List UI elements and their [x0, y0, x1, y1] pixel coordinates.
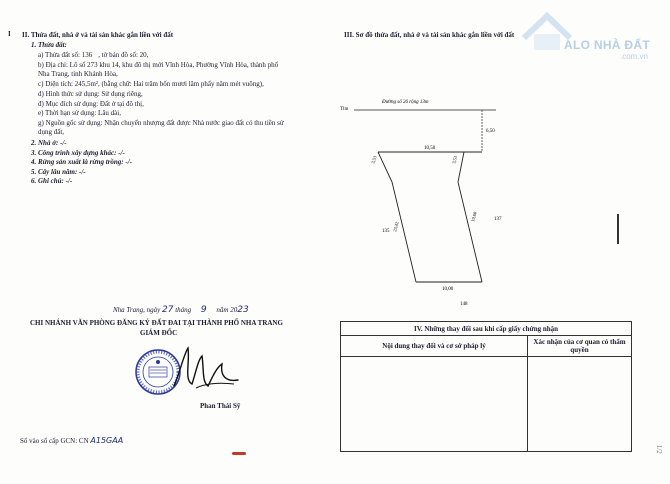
parcel-corner-right: [458, 152, 464, 182]
watermark-text: ALO NHÀ ĐẤT: [564, 38, 650, 52]
certificate-code: A15GAA: [90, 436, 124, 445]
date-prefix: Nha Trang, ngày: [113, 306, 161, 314]
stamp-mark: [232, 452, 246, 455]
column-header-changes: Nội dung thay đổi và cơ sở pháp lý: [341, 336, 528, 357]
dim-top: 10,50: [424, 146, 436, 151]
house-line: 2. Nhà ở: -/-: [31, 139, 67, 147]
area-line: c) Diện tích: 245,5m², (bằng chữ: Hai trăm bốn mươi lăm phẩy năm mét vuông),: [38, 80, 264, 88]
usage-form-line: d) Hình thức sử dụng: Sử dụng riêng,: [38, 90, 143, 98]
signature: [174, 348, 238, 386]
date-year-label: năm 20: [216, 306, 238, 314]
watermark-sub: .com.vn: [620, 52, 649, 61]
road-label: Đường số 26 rộng 13m: [382, 100, 429, 105]
parcel-right-edge: [458, 182, 482, 282]
date-year: 23: [237, 305, 249, 315]
address-line-2: Nha Trang, tỉnh Khánh Hòa,: [38, 70, 118, 78]
date-day: 27: [162, 305, 174, 315]
changes-table: [340, 321, 632, 452]
date-month: 9: [200, 305, 207, 315]
parcel-label: a) Thửa đất số:: [38, 51, 82, 59]
signer-name: Phan Thái Sỹ: [200, 402, 241, 410]
date-month-label: tháng: [175, 306, 192, 314]
neighbor-bottom: 148: [460, 302, 468, 307]
map-sheet-number: 20,: [139, 51, 149, 59]
parcel-line: [38, 51, 148, 60]
section-title-diagram: III. Sơ đồ thửa đất, nhà ở và tài sản khác gắn liền với đất: [344, 31, 515, 39]
address-line-1: b) Địa chỉ: Lô số 273 khu 14, khu đô thị mới Vĩnh Hòa, Phường Vĩnh Hòa, thành phố: [38, 61, 279, 69]
column-header-confirmation: Xác nhận của cơ quan có thẩm quyền: [528, 336, 632, 357]
parcel-corner-left: [378, 152, 392, 182]
changes-title: IV. Những thay đổi sau khi cấp giấy chứng nhận: [341, 322, 632, 336]
parcel-diagram: [336, 92, 528, 310]
page-mark: 1/2: [654, 444, 663, 454]
edge-mark: [617, 214, 619, 244]
corner-mark: I: [8, 30, 11, 38]
origin-line-2: dụng đất,: [38, 128, 65, 136]
parcel-number: 136: [81, 51, 93, 59]
neighbor-left: 135: [382, 229, 390, 234]
map-sheet-label: , tờ bản đồ số:: [98, 51, 140, 59]
changes-cell: [341, 357, 528, 452]
certificate-number: [20, 437, 123, 446]
section-title-land: II. Thửa đất, nhà ở và tài sản khác gắn liền với đất: [22, 31, 174, 39]
director-title: GIÁM ĐỐC: [140, 329, 178, 337]
official-seal: [136, 350, 180, 394]
certificate-label: Số vào sổ cấp GCN: CN: [20, 437, 89, 445]
dim-left-long: 23,42: [392, 221, 400, 233]
scale-label: Tlm: [340, 107, 349, 112]
dim-side-right: 3,53: [451, 155, 459, 165]
origin-line-1: g) Nguồn gốc sử dụng: Nhận chuyển nhượng đất được Nhà nước giao đất có thu tiền sử: [38, 119, 284, 127]
purpose-line: đ) Mục đích sử dụng: Đất ở tại đô thị,: [38, 100, 144, 108]
perennial-line: 5. Cây lâu năm: -/-: [31, 168, 86, 176]
issuing-office: CHI NHÁNH VĂN PHÒNG ĐĂNG KÝ ĐẤT ĐAI TẠI THÀNH PHỐ NHA TRANG: [30, 319, 283, 327]
dim-side-left: 3,53: [370, 155, 378, 165]
dim-right-long: 19,60: [470, 211, 478, 223]
confirmation-cell: [528, 357, 632, 452]
official-seal-and-signature: [134, 342, 244, 404]
notes-line: 6. Ghi chú: -/-: [31, 177, 73, 185]
forest-line: 4. Rừng sản xuất là rừng trồng: -/-: [31, 158, 132, 166]
land-heading: 1. Thửa đất:: [31, 41, 67, 49]
issue-date: [113, 306, 249, 315]
term-line: e) Thời hạn sử dụng: Lâu dài,: [38, 109, 121, 117]
construction-line: 3. Công trình xây dựng khác: -/-: [31, 149, 125, 157]
dim-right-top: 6,50: [486, 129, 495, 134]
dim-bottom: 10,00: [442, 287, 454, 292]
neighbor-right: 137: [494, 217, 502, 222]
changes-section: [340, 321, 642, 452]
watermark: [520, 4, 666, 66]
